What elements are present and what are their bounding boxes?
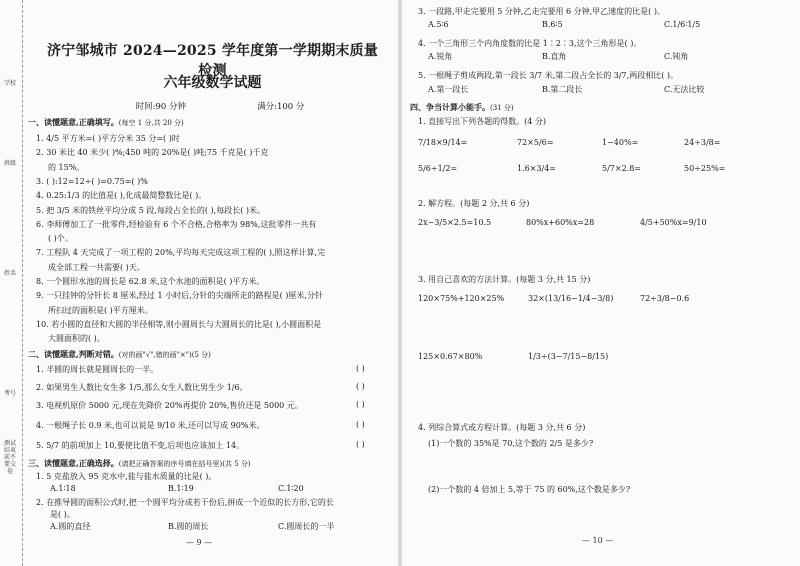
exam-score: 满分:100 分 [257,102,305,112]
question-1-line: 1. 4/5 平方米=( )平方分米 35 分=( )时 [36,134,180,143]
option-b[interactable]: B.直角 [542,52,567,61]
question-1-line: 9. 一只挂钟的分针长 8 厘米,经过 1 小时后,分针的尖端所走的路程是( )厘米,分针 [36,291,323,301]
exam-title: 济宁邹城市 2024—2025 学年度第一学期期末质量检测 [46,43,379,79]
option-c[interactable]: C.1∶20 [278,484,304,493]
answer-paren[interactable]: ( ) [356,440,365,449]
margin-note: 测试结束前不要交卷 [3,440,16,475]
margin-class: 班级 [3,160,16,167]
mental-calc-item: 24÷3/8= [684,138,721,147]
calc-item: 120×75%+120×25% [418,294,505,303]
calc-4-item-1: (1)一个数的 35%是 70,这个数的 2/5 是多少? [428,439,594,448]
option-a[interactable]: A.锐角 [428,52,453,61]
calc-3-heading: 3. 用自己喜欢的方法计算。(每题 3 分,共 15 分) [418,275,591,284]
page-number: — 9 — [186,538,213,547]
question-3-3: 3. 一段路,甲走完要用 5 分钟,乙走完要用 6 分钟,甲乙速度的比是( )。 [418,7,665,16]
mental-calc-item: 7/18×9/14= [418,138,468,147]
question-1-line: ( )个。 [48,234,73,244]
question-3-2: 2. 在推导圆的面积公式时,把一个圆平均分成若干份后,拼成一个近似的长方形,它的长 [36,498,334,507]
question-1-line: 6. 李师傅加工了一批零件,经检验有 6 个不合格,合格率为 98%,这批零件一共有 [36,219,317,229]
page-number: — 10 — [582,536,614,545]
exam-info [100,100,340,112]
mental-calc-item: 1.6×3/4= [517,164,557,173]
option-a[interactable]: A.5∶6 [428,20,449,29]
question-1-line: 2. 30 米比 40 米少( )%;450 吨的 20%是( )吨;75 千克是( )千克 [36,148,269,158]
exam-time: 时间:90 分钟 [135,102,186,112]
page-10 [402,0,800,566]
calc-item: 72÷3/8−0.6 [640,294,690,303]
question-1-line: 8. 一个圆形水池的周长是 62.8 米,这个水池的面积是( )平方米。 [36,277,265,286]
judge-question: 3. 电视机原价 5000 元,现在先降价 20%再提价 20%,售价还是 5000 元。 [36,401,303,410]
mental-calc-item: 5/7×2.8= [602,164,642,173]
option-c[interactable]: C.钝角 [664,52,689,61]
page-9: 学校 班级 姓名 考号 测试结束前不要交卷 济宁邹城市 2024—2025 学年度第一学期期末质量检测 六年级数学试题 时间:90 分钟 满分:100 分 一、读懂题意,正确填写。(每空 1 分,共 20 分) 1. 4/5 平方米=( )平方分米 35 分=( )时 2. 30 米比 40 米少( )%;450 吨的 20%是( )吨;75 千克是( )千克 的 15%。 3. ( ):12=12÷( )=0.75=( )% 4. 0.25:1/3 的比值是( ),化成最简整数比是( )。 5. 把 3/5 米的铁丝平均分成 5 段,每段占全长的( ),每段长( )米。 6. 李师傅加工了一批零件,经检验有 6 个不合格,合格率为 98%,这批零件一共有 ( )个。 7. 工程队 4 天完成了一项工程的 20%,平均每天完成这项工程的( ),照这样计算,完 成全部工程一共需要( )天。 8. 一个圆形水池的周长是 62.8 米,这个水池的面积是( )平方米。 9. 一只挂钟的分针长 8 厘米,经过 1 小时后,分针的尖端所走的路程是( )厘米,分针 所扫过的面积是( )平方厘米。 10. 若小圆的直径和大圆的半径相等,则小圆周长与大圆周长的比是( ),小圆面积是 大圆面积的( )。 二、读懂题意,判断对错。(对的画"√",错的画"×")(5 分) 1. 半圆的周长就是圆周长的一半。 ( ) 2. 如果男生人数比女生多 1/5,那么女生人数比男生少 1/6。 ( ) 3. 电视机原价 5000 元,现在先降价 20%再提价 20%,售价还是 5000 元。 ( ) 4. 一根绳子长 0.9 米,也可以说是 9/10 米,还可以写成 90%米。 ( ) 5. 5/7 的前项加上 10,要使比值不变,后项也应该加上 14。 ( ) 三、读懂题意,正确选择。(请把正确答案的序号填在括号里)(共 5 分) 1. 5 克盐放入 95 克水中,盐与盐水质量的比是( )。 A.1∶18 B.1∶19 C.1∶20 2. 在推导圆的面积公式时,把一个圆平均分成若干份后,拼成一个近似的长方形,它的长 是( )。 A.圆的直径 B.圆的周长 C.圆周长的一半 — 9 — [0,0,398,566]
question-1-line: 大圆面积的( )。 [48,334,105,344]
question-1-line: 5. 把 3/5 米的铁丝平均分成 5 段,每段占全长的( ),每段长( )米。 [36,205,265,215]
mental-calc-item: 72×5/6= [517,138,554,147]
calc-1-heading: 1. 直接写出下列各题的得数。(4 分) [418,117,547,126]
question-3-1: 1. 5 克盐放入 95 克水中,盐与盐水质量的比是( )。 [36,472,217,481]
calc-4-heading: 4. 列综合算式或方程计算。(每题 3 分,共 6 分) [418,423,586,432]
mental-calc-item: 50÷25%= [684,164,726,173]
option-b[interactable]: B.1∶19 [168,484,194,493]
answer-paren[interactable]: ( ) [356,420,365,429]
equation-item: 4/5+50%x=9/10 [640,218,707,227]
calc-4-item-2: (2)一个数的 4 倍加上 5,等于 75 的 60%,这个数是多少? [428,485,631,494]
equation-item: 80%x+60%x=28 [526,218,595,227]
section-4-heading: 四、争当计算小能手。(31 分) [410,102,514,112]
option-a[interactable]: A.圆的直径 [50,522,91,531]
question-1-line: 4. 0.25:1/3 的比值是( ),化成最简整数比是( )。 [36,191,207,201]
calc-item: 32×(13/16−1/4−3/8) [528,294,614,303]
question-1-line: 3. ( ):12=12÷( )=0.75=( )% [36,176,148,186]
binding-margin [0,0,23,566]
margin-seat: 考号 [3,390,16,397]
judge-question: 1. 半圆的周长就是圆周长的一半。 [36,365,159,374]
answer-paren[interactable]: ( ) [356,400,365,409]
option-c[interactable]: C.无法比较 [664,85,705,94]
judge-question: 5. 5/7 的前项加上 10,要使比值不变,后项也应该加上 14。 [36,441,245,450]
question-1-line: 成全部工程一共需要( )天。 [48,262,145,272]
calc-item: 125×0.67×80% [418,352,483,361]
mental-calc-item: 5/6÷1/2= [418,164,458,173]
option-a[interactable]: A.1∶18 [50,484,76,493]
equation-item: 2x−3/5×2.5=10.5 [418,218,492,227]
option-b[interactable]: B.圆的周长 [168,522,209,531]
options-3-1 [50,484,76,493]
section-2-heading: 二、读懂题意,判断对错。(对的画"√",错的画"×")(5 分) [28,349,211,359]
calc-item: 1/3÷(3−7/15−8/15) [528,352,609,361]
question-1-line: 10. 若小圆的直径和大圆的半径相等,则小圆周长与大圆周长的比是( ),小圆面积是 [36,319,322,329]
question-3-4: 4. 一个三角形三个内角度数的比是 1∶2∶3,这个三角形是( )。 [418,39,642,48]
margin-name: 姓名 [3,270,16,277]
answer-paren[interactable]: ( ) [356,382,365,391]
question-1-line: 7. 工程队 4 天完成了一项工程的 20%,平均每天完成这项工程的( ),照这样计算,完 [36,248,326,258]
calc-2-heading: 2. 解方程。(每题 2 分,共 6 分) [418,199,530,208]
option-c[interactable]: C.1/6∶1/5 [664,20,701,29]
mental-calc-item: 1−40%= [602,138,639,147]
option-b[interactable]: B.第二段长 [542,85,583,94]
question-3-5: 5. 一根绳子剪成两段,第一段长 3/7 米,第二段占全长的 3/7,两段相比( )。 [418,71,678,80]
judge-question: 2. 如果男生人数比女生多 1/5,那么女生人数比男生少 1/6。 [36,383,248,392]
option-b[interactable]: B.6∶5 [542,20,563,29]
section-1-heading: 一、读懂题意,正确填写。(每空 1 分,共 20 分) [28,117,184,127]
section-3-heading: 三、读懂题意,正确选择。(请把正确答案的序号填在括号里)(共 5 分) [28,458,251,468]
exam-subtitle: 六年级数学试题 [163,75,262,91]
option-c[interactable]: C.圆周长的一半 [278,522,335,531]
question-1-line: 的 15%。 [48,162,85,172]
answer-paren[interactable]: ( ) [356,364,365,373]
question-1-line: 所扫过的面积是( )平方厘米。 [48,305,153,315]
judge-question: 4. 一根绳子长 0.9 米,也可以说是 9/10 米,还可以写成 90%米。 [36,421,265,430]
margin-school: 学校 [3,80,16,87]
option-a[interactable]: A.第一段长 [428,85,469,94]
